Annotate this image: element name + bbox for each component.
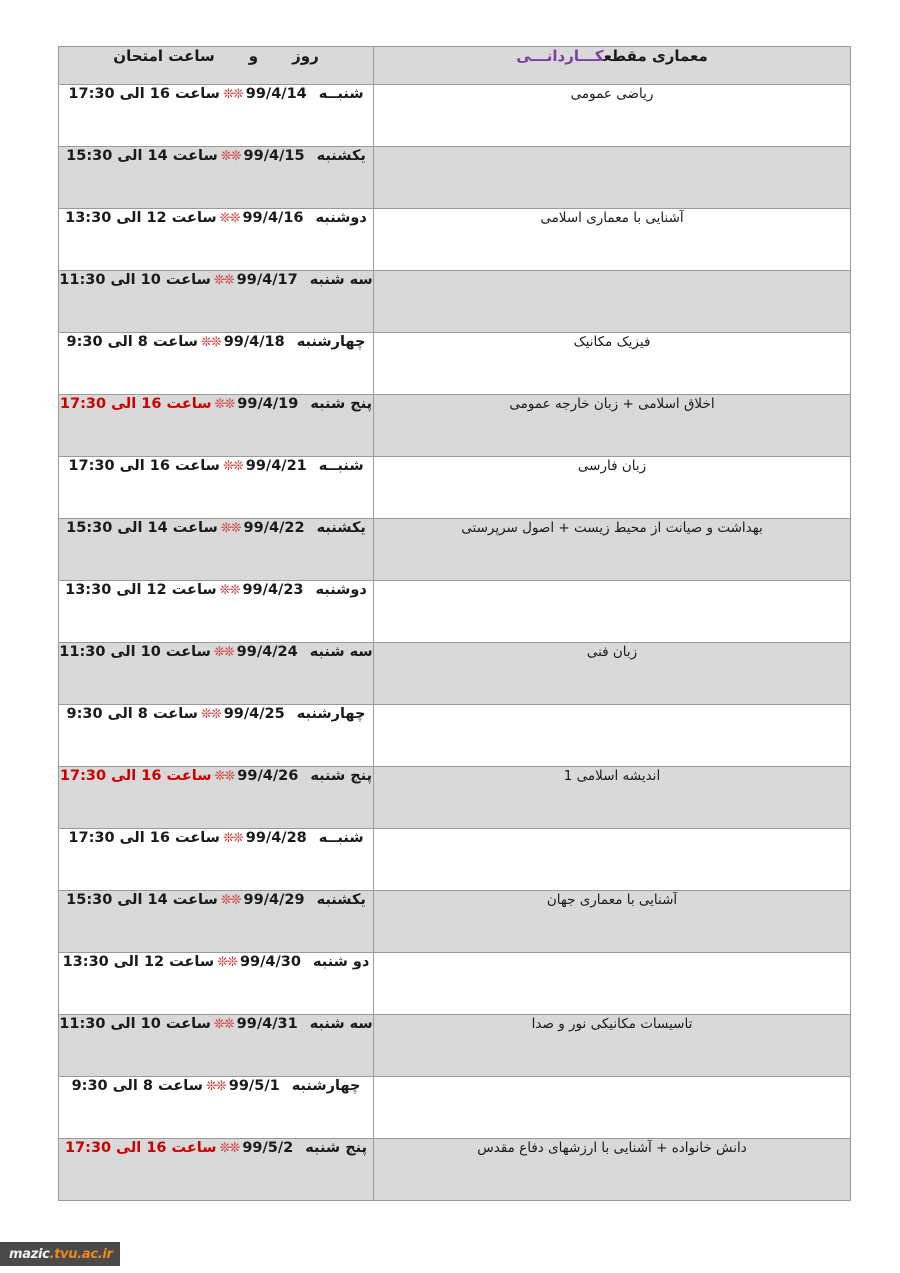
exam-time: ساعت 12 الی 13:30 [65, 210, 217, 226]
exam-time: ساعت 14 الی 15:30 [66, 520, 218, 536]
asterisk-separator-icon: ❊❊ [213, 1017, 234, 1032]
exam-date: 99/4/26 [237, 768, 299, 784]
column-header-time-part2: و [248, 47, 259, 65]
exam-time: ساعت 12 الی 13:30 [62, 954, 215, 970]
cell-subject [374, 953, 851, 1015]
column-header-time-part1: روز [292, 47, 319, 65]
cell-exam-datetime [59, 891, 374, 953]
exam-date: 99/4/29 [243, 892, 305, 908]
table-row [59, 1077, 851, 1139]
exam-day: سه شنبه [309, 1016, 373, 1032]
exam-day: شنبــه [318, 830, 364, 846]
cell-subject [374, 147, 851, 209]
exam-day: سه شنبه [309, 644, 373, 660]
table-row [59, 643, 851, 705]
watermark-site-name: mazic [9, 1246, 50, 1262]
exam-day: شنبــه [318, 458, 364, 474]
table-row [59, 1139, 851, 1201]
asterisk-separator-icon: ❊❊ [220, 521, 241, 536]
exam-day: چهارشنبه [296, 706, 366, 722]
column-header-time [59, 47, 374, 85]
asterisk-separator-icon: ❊❊ [214, 397, 235, 412]
cell-exam-datetime [59, 457, 374, 519]
exam-time: ساعت 10 الی 11:30 [59, 644, 211, 660]
exam-day: سه شنبه [309, 272, 373, 288]
exam-time: ساعت 16 الی 17:30 [64, 1140, 217, 1156]
cell-exam-datetime [59, 85, 374, 147]
table-row [59, 1015, 851, 1077]
table-row [59, 333, 851, 395]
cell-exam-datetime [59, 1139, 374, 1201]
asterisk-separator-icon: ❊❊ [222, 459, 243, 474]
exam-date: 99/4/15 [243, 148, 305, 164]
exam-time: ساعت 8 الی 9:30 [71, 1078, 203, 1094]
table-row [59, 271, 851, 333]
cell-subject: بهداشت و صیانت از محیط زیست + اصول سرپرستی [374, 519, 851, 581]
table-row [59, 457, 851, 519]
asterisk-separator-icon: ❊❊ [219, 1141, 240, 1156]
exam-day: دوشنبه [315, 582, 367, 598]
exam-time: ساعت 16 الی 17:30 [68, 86, 220, 102]
asterisk-separator-icon: ❊❊ [217, 955, 237, 970]
exam-day: دو شنبه [312, 954, 370, 970]
exam-time: ساعت 14 الی 15:30 [66, 892, 218, 908]
site-watermark [0, 1242, 120, 1266]
cell-exam-datetime [59, 829, 374, 891]
cell-subject: ریاضی عمومی [374, 85, 851, 147]
exam-date: 99/4/14 [245, 86, 307, 102]
asterisk-separator-icon: ❊❊ [213, 273, 234, 288]
exam-date: 99/4/18 [223, 334, 285, 350]
asterisk-separator-icon: ❊❊ [222, 87, 243, 102]
exam-time: ساعت 16 الی 17:30 [59, 396, 212, 412]
column-header-subject-field: معماری مقطع [603, 47, 708, 65]
cell-subject: آشنایی با معماری جهان [374, 891, 851, 953]
exam-time: ساعت 10 الی 11:30 [59, 272, 211, 288]
table-row [59, 147, 851, 209]
cell-exam-datetime [59, 1077, 374, 1139]
table-row [59, 891, 851, 953]
table-row [59, 519, 851, 581]
exam-day: پنج شنبه [310, 396, 373, 412]
cell-subject [374, 705, 851, 767]
exam-date: 99/4/28 [245, 830, 307, 846]
column-header-degree: کـــاردانـــی [516, 47, 604, 65]
exam-date: 99/4/17 [236, 272, 298, 288]
exam-day: پنج شنبه [310, 768, 373, 784]
exam-day: یکشنبه [316, 520, 366, 536]
cell-exam-datetime [59, 395, 374, 457]
cell-subject [374, 581, 851, 643]
cell-exam-datetime [59, 209, 374, 271]
exam-date: 99/4/25 [223, 706, 285, 722]
cell-subject: زبان فنی [374, 643, 851, 705]
exam-date: 99/4/21 [245, 458, 307, 474]
asterisk-separator-icon: ❊❊ [200, 707, 221, 722]
table-row [59, 953, 851, 1015]
exam-day: چهارشنبه [296, 334, 366, 350]
exam-schedule-table [58, 46, 851, 1201]
table-row [59, 767, 851, 829]
exam-time: ساعت 8 الی 9:30 [66, 334, 198, 350]
column-header-time-part3: ساعت امتحان [113, 47, 215, 65]
exam-date: 99/4/24 [236, 644, 298, 660]
cell-exam-datetime [59, 953, 374, 1015]
exam-time: ساعت 10 الی 11:30 [59, 1016, 211, 1032]
table-row [59, 209, 851, 271]
table-body [59, 85, 851, 1201]
exam-date: 99/4/30 [239, 954, 301, 970]
exam-time: ساعت 12 الی 13:30 [65, 582, 217, 598]
exam-date: 99/4/22 [243, 520, 305, 536]
cell-subject: آشنایی با معماری اسلامی [374, 209, 851, 271]
asterisk-separator-icon: ❊❊ [219, 583, 240, 598]
table-row [59, 705, 851, 767]
cell-subject: دانش خانواده + آشنایی با ارزشهای دفاع مقدس [374, 1139, 851, 1201]
exam-day: یکشنبه [316, 148, 366, 164]
cell-subject: فیزیک مکانیک [374, 333, 851, 395]
asterisk-separator-icon: ❊❊ [220, 893, 241, 908]
exam-day: یکشنبه [316, 892, 366, 908]
cell-exam-datetime [59, 1015, 374, 1077]
cell-subject: اخلاق اسلامی + زبان خارجه عمومی [374, 395, 851, 457]
cell-exam-datetime [59, 705, 374, 767]
asterisk-separator-icon: ❊❊ [220, 149, 241, 164]
asterisk-separator-icon: ❊❊ [214, 769, 235, 784]
exam-day: پنج شنبه [305, 1140, 368, 1156]
exam-time: ساعت 16 الی 17:30 [68, 458, 220, 474]
exam-day: دوشنبه [315, 210, 367, 226]
exam-date: 99/5/1 [228, 1078, 280, 1094]
exam-time: ساعت 8 الی 9:30 [66, 706, 198, 722]
cell-exam-datetime [59, 643, 374, 705]
exam-date: 99/4/23 [242, 582, 304, 598]
asterisk-separator-icon: ❊❊ [200, 335, 221, 350]
cell-subject: تاسیسات مکانیکی نور و صدا [374, 1015, 851, 1077]
exam-time: ساعت 16 الی 17:30 [68, 830, 220, 846]
cell-subject [374, 271, 851, 333]
table-row [59, 395, 851, 457]
exam-date: 99/4/31 [236, 1016, 298, 1032]
exam-day: شنبــه [318, 86, 364, 102]
cell-exam-datetime [59, 767, 374, 829]
exam-day: چهارشنبه [291, 1078, 361, 1094]
table-header-row [59, 47, 851, 85]
table-row [59, 85, 851, 147]
asterisk-separator-icon: ❊❊ [222, 831, 243, 846]
column-header-subject [374, 47, 851, 85]
cell-subject [374, 829, 851, 891]
cell-exam-datetime [59, 519, 374, 581]
table-row [59, 581, 851, 643]
watermark-site-domain: .tvu.ac.ir [49, 1246, 113, 1262]
exam-time: ساعت 16 الی 17:30 [59, 768, 212, 784]
cell-subject: اندیشه اسلامی 1 [374, 767, 851, 829]
exam-date: 99/5/2 [242, 1140, 294, 1156]
cell-exam-datetime [59, 333, 374, 395]
cell-subject: زبان فارسی [374, 457, 851, 519]
cell-exam-datetime [59, 147, 374, 209]
table-row [59, 829, 851, 891]
cell-exam-datetime [59, 271, 374, 333]
asterisk-separator-icon: ❊❊ [213, 645, 234, 660]
asterisk-separator-icon: ❊❊ [205, 1079, 226, 1094]
cell-exam-datetime [59, 581, 374, 643]
exam-time: ساعت 14 الی 15:30 [66, 148, 218, 164]
exam-date: 99/4/19 [237, 396, 299, 412]
table-header [59, 47, 851, 85]
cell-subject [374, 1077, 851, 1139]
asterisk-separator-icon: ❊❊ [219, 211, 240, 226]
exam-date: 99/4/16 [242, 210, 304, 226]
